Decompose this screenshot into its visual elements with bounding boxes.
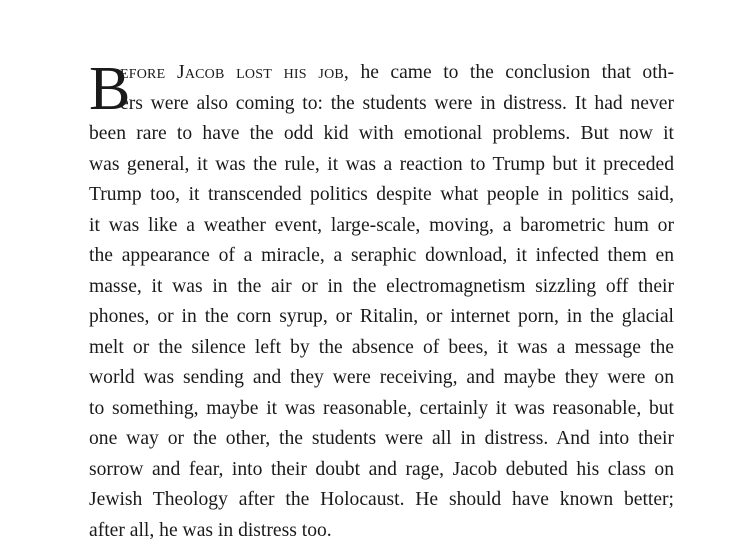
text-line: sorrow and fear, into their doubt and rage, Jacob debuted his class on [89,455,674,486]
text-line: the appearance of a miracle, a seraphic download, it infected them en [89,241,674,272]
text-line: one way or the other, the students were all in distress. And into their [89,424,674,455]
text-line: been rare to have the odd kid with emotional problems. But now it [89,119,674,150]
text-line: to something, maybe it was reasonable, certainly it was reasonable, but [89,394,674,425]
text-line: world was sending and they were receiving, and maybe they were on [89,363,674,394]
text-line-1: he came to the conclusion that oth- [349,62,674,83]
text-line: Trump too, it transcended politics despite what people in politics said, [89,180,674,211]
text-line: melt or the silence left by the absence of bees, it was a message the [89,333,674,364]
text-line [89,58,674,89]
text-line: it was like a weather event, large-scale, moving, a barometric hum or [89,211,674,242]
opening-small-caps: efore Jacob lost his job, [120,62,349,83]
text-line: masse, it was in the air or in the electromagnetism sizzling off their [89,272,674,303]
text-line: phones, or in the corn syrup, or Ritalin, or internet porn, in the glacial [89,302,674,333]
text-line: Jewish Theology after the Holocaust. He should have known better; [89,485,674,516]
text-line: after all, he was in distress too. [89,516,674,546]
drop-cap-letter: B [89,60,130,118]
text-line: was general, it was the rule, it was a reaction to Trump but it preceded [89,150,674,181]
book-page [89,58,674,546]
text-line: ers were also coming to: the students were in distress. It had never [89,89,674,120]
